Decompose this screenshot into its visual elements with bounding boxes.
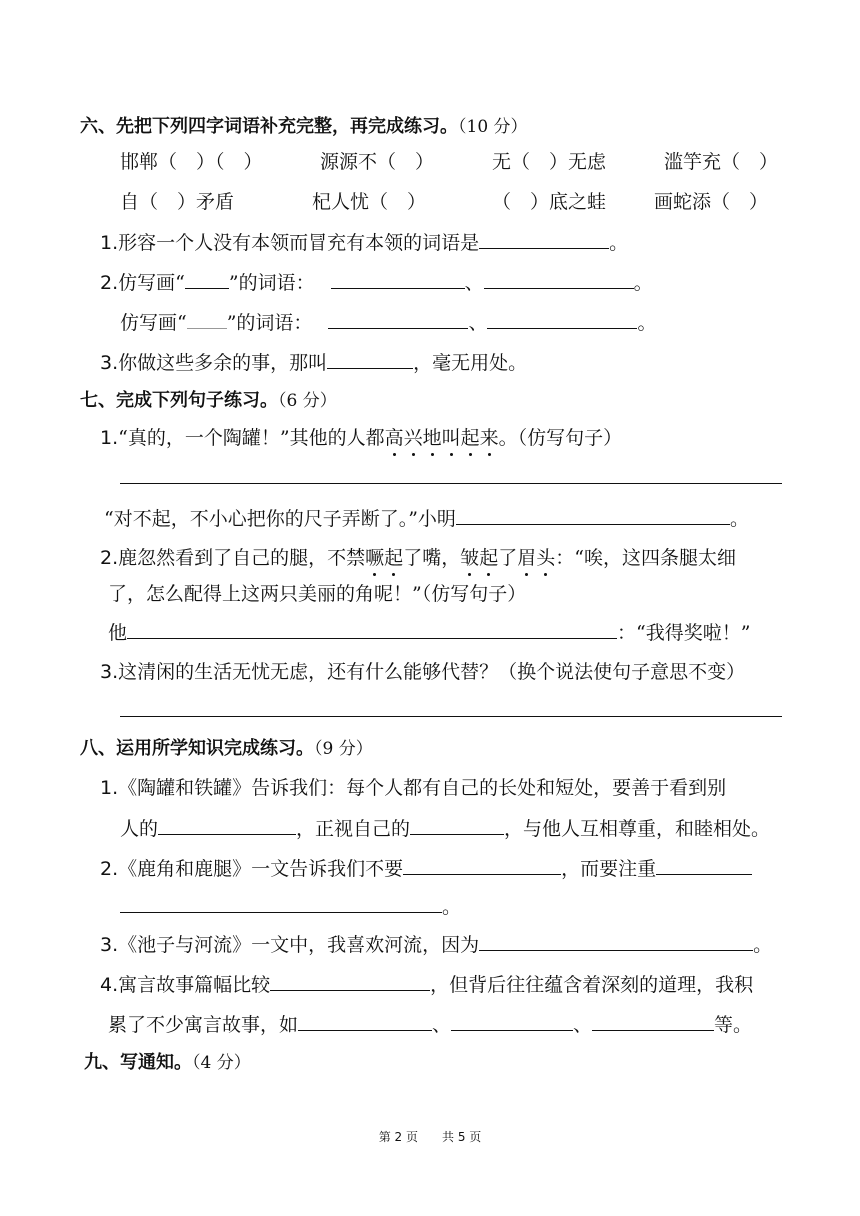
section-6-heading <box>80 114 528 139</box>
section-6-title: 六、先把下列四字词语补充完整，再完成练习。 <box>80 116 458 137</box>
question-text: ，正视自己的 <box>296 818 411 840</box>
dotted-char: 噘 <box>365 547 385 569</box>
question-text: ，而要注重 <box>561 858 657 880</box>
word-2: 源源不（ ） <box>320 151 435 173</box>
answer-line[interactable] <box>120 716 782 717</box>
question-text: 《池子与河流》一文中，我喜欢河流，因为 <box>118 934 480 956</box>
question-text: 《鹿角和鹿腿》一文告诉我们不要 <box>118 858 404 880</box>
answer-blank[interactable] <box>479 230 609 249</box>
question-number: 1. <box>100 777 119 799</box>
section-8-title: 八、运用所学知识完成练习。 <box>80 738 314 759</box>
dotted-char: 起 <box>479 547 499 569</box>
punctuation: 。 <box>609 232 629 254</box>
question-number: 3. <box>100 352 119 374</box>
punctuation: 。 <box>729 508 749 530</box>
s8-q2 <box>100 856 752 881</box>
punctuation: 。 <box>633 272 653 294</box>
question-text: 形容一个人没有本领而冒充有本领的词语是 <box>118 232 480 254</box>
answer-blank[interactable] <box>331 270 465 289</box>
s6-q2 <box>100 270 653 295</box>
word-3: 无（ ）无虑 <box>492 151 607 173</box>
question-text: ，但背后往往蕴含着深刻的道理，我积 <box>430 974 754 996</box>
question-number: 4. <box>100 974 119 996</box>
separator: 、 <box>432 1014 452 1036</box>
answer-blank[interactable] <box>403 856 561 875</box>
answer-blank[interactable] <box>328 310 468 329</box>
question-text: 累了不少寓言故事，如 <box>108 1014 299 1036</box>
question-text: ：“我得奖啦！” <box>617 622 751 644</box>
answer-blank[interactable] <box>487 310 637 329</box>
answer-blank[interactable] <box>298 1012 432 1031</box>
separator: 、 <box>464 272 484 294</box>
answer-blank[interactable] <box>484 270 634 289</box>
separator: 、 <box>468 312 488 334</box>
punctuation: 。 <box>753 934 773 956</box>
section-8-heading <box>80 736 373 761</box>
s8-q4-line2 <box>108 1012 752 1037</box>
question-text: 寓言故事篇幅比较 <box>118 974 271 996</box>
s7-q1 <box>100 426 622 450</box>
page-footer: 第 2 页 共 5 页 <box>378 1130 482 1144</box>
s8-q3 <box>100 932 772 957</box>
question-text: 这清闲的生活无忧无虑，还有什么能够代替？（换个说法使句子意思不变） <box>118 661 746 683</box>
question-text: ：“唉，这四条腿太细 <box>555 547 736 569</box>
dotted-char: 眉 <box>517 547 537 569</box>
answer-blank[interactable] <box>656 856 752 875</box>
word-7: （ ）底之蛙 <box>492 191 607 213</box>
s7-q2 <box>100 546 736 570</box>
question-text: 《陶罐和铁罐》告诉我们：每个人都有自己的长处和短处，要善于看到别 <box>118 777 727 799</box>
question-text: 了 <box>498 547 518 569</box>
question-text: 。（仿写句子） <box>498 427 623 449</box>
s6-q2b <box>120 310 656 335</box>
s7-q3 <box>100 660 745 684</box>
question-number: 2. <box>100 858 119 880</box>
answer-blank[interactable] <box>127 620 617 639</box>
word-5: 自（ ）矛盾 <box>120 191 235 213</box>
answer-blank[interactable] <box>479 932 753 951</box>
punctuation: 等。 <box>714 1014 753 1036</box>
answer-line[interactable] <box>120 483 782 484</box>
section-9-heading <box>84 1050 251 1075</box>
dotted-char: 起 <box>460 427 480 449</box>
dotted-char: 高 <box>384 427 404 449</box>
s7-q2-line3 <box>108 620 750 645</box>
question-text: 仿写画“ <box>118 272 185 294</box>
word-6: 杞人忧（ ） <box>312 191 427 213</box>
s7-q1-line2 <box>104 506 749 531</box>
dotted-char: 来 <box>479 427 499 449</box>
s8-q2-line2 <box>120 894 461 919</box>
section-7-heading <box>80 388 337 413</box>
section-6-score: （10 分） <box>458 117 528 137</box>
answer-blank[interactable] <box>410 816 504 835</box>
answer-blank[interactable] <box>456 506 730 525</box>
dotted-char: 皱 <box>460 547 480 569</box>
question-text: “真的，一个陶罐！”其他的人都 <box>118 427 385 449</box>
question-text: ，毫无用处。 <box>413 352 528 374</box>
question-text: ，与他人互相尊重，和睦相处。 <box>504 818 771 840</box>
underline-sample <box>185 270 229 289</box>
question-number: 2. <box>100 272 119 294</box>
section-9-title: 九、写通知。 <box>84 1052 192 1073</box>
s8-q1 <box>100 776 726 800</box>
word-4: 滥竽充（ ） <box>664 151 779 173</box>
question-text: 人的 <box>120 818 159 840</box>
underline-sample <box>187 310 227 329</box>
s6-q1 <box>100 230 628 255</box>
section-7-title: 七、完成下列句子练习。 <box>80 390 278 411</box>
section-9-score: （4 分） <box>192 1053 251 1073</box>
s6-q3 <box>100 350 527 375</box>
answer-blank[interactable] <box>270 972 430 991</box>
dotted-char: 头 <box>536 547 556 569</box>
answer-blank[interactable] <box>451 1012 573 1031</box>
word-1: 邯郸（ ）（ ） <box>120 151 263 173</box>
dotted-char: 兴 <box>403 427 423 449</box>
answer-blank[interactable] <box>327 350 413 369</box>
question-text: 仿写画“ <box>120 312 187 334</box>
section-7-score: （6 分） <box>278 391 337 411</box>
section-8-score: （9 分） <box>314 739 373 759</box>
dotted-char: 叫 <box>441 427 461 449</box>
question-text: 你做这些多余的事，那叫 <box>118 352 328 374</box>
s8-q1-line2 <box>120 816 770 841</box>
question-text: 了嘴， <box>403 547 461 569</box>
dotted-char: 起 <box>384 547 404 569</box>
punctuation: 。 <box>442 896 462 918</box>
word-8: 画蛇添（ ） <box>654 191 769 213</box>
question-number: 1. <box>100 427 119 449</box>
question-number: 3. <box>100 934 119 956</box>
punctuation: 。 <box>637 312 657 334</box>
s7-q2-line2: 了，怎么配得上这两只美丽的角呢！”（仿写句子） <box>108 583 527 605</box>
question-text: ”的词语： <box>226 312 313 334</box>
s8-q4 <box>100 972 753 997</box>
question-number: 2. <box>100 547 119 569</box>
question-text: “对不起，不小心把你的尺子弄断了。”小明 <box>104 508 456 530</box>
separator: 、 <box>573 1014 593 1036</box>
question-text: 鹿忽然看到了自己的腿，不禁 <box>118 547 366 569</box>
question-text: 他 <box>108 622 128 644</box>
question-number: 3. <box>100 661 119 683</box>
answer-blank[interactable] <box>592 1012 714 1031</box>
question-text: ”的词语： <box>228 272 315 294</box>
dotted-char: 地 <box>422 427 442 449</box>
question-number: 1. <box>100 232 119 254</box>
answer-blank[interactable] <box>158 816 296 835</box>
answer-blank[interactable] <box>120 894 442 913</box>
